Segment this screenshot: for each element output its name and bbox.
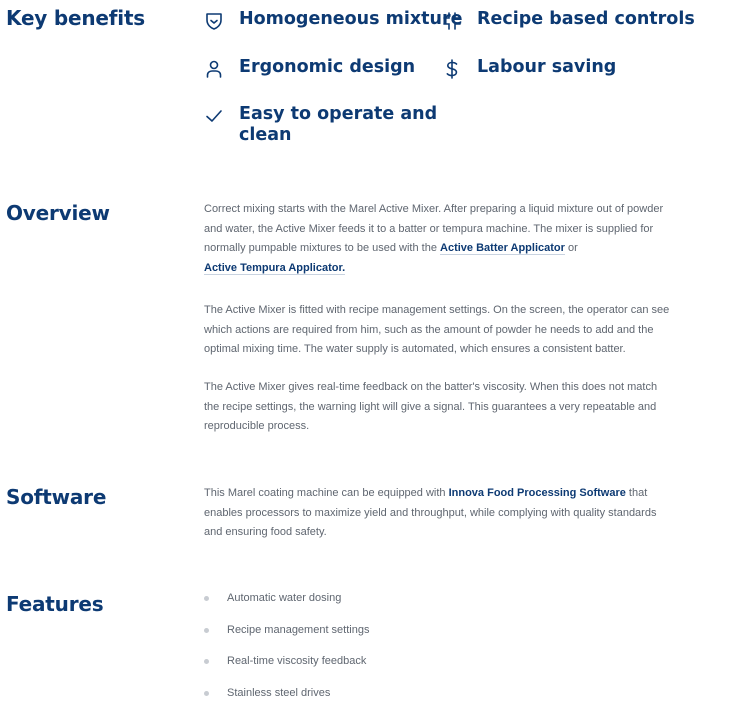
overview-paragraph-3: The Active Mixer gives real-time feedback on the batter's viscosity. When this does not match the recipe settings, the warning light will give a signal. This guarantees a very repeatable and reproducible process. bbox=[204, 381, 658, 433]
bullet-icon bbox=[204, 691, 209, 696]
software-title: Software bbox=[6, 485, 107, 509]
innova-software-link[interactable]: Innova Food Processing Software bbox=[448, 487, 626, 499]
feature-label: Automatic water dosing bbox=[227, 592, 342, 604]
dollar-icon bbox=[441, 58, 463, 80]
benefit-label: Easy to operate and clean bbox=[239, 104, 438, 145]
benefit-labour-saving bbox=[441, 57, 616, 80]
bullet-icon bbox=[204, 659, 209, 664]
list-item bbox=[204, 655, 366, 667]
overview-title: Overview bbox=[6, 201, 110, 225]
list-item bbox=[204, 592, 341, 604]
bullet-icon bbox=[204, 596, 209, 601]
benefit-ergonomic-design bbox=[203, 57, 415, 80]
active-tempura-applicator-link[interactable]: Active Tempura Applicator. bbox=[204, 262, 346, 275]
benefit-label: Labour saving bbox=[477, 57, 617, 77]
benefit-easy-to-operate bbox=[203, 104, 437, 146]
feature-label: Recipe management settings bbox=[227, 624, 370, 636]
shield-check-icon bbox=[203, 10, 225, 32]
list-item bbox=[204, 624, 369, 636]
benefit-label: Recipe based controls bbox=[477, 9, 695, 29]
collapse-icon bbox=[441, 10, 463, 32]
key-benefits-title: Key benefits bbox=[6, 6, 146, 30]
active-batter-applicator-link[interactable]: Active Batter Applicator bbox=[440, 242, 565, 255]
check-icon bbox=[203, 105, 225, 127]
benefit-homogeneous-mixture bbox=[203, 9, 462, 32]
benefit-label: Ergonomic design bbox=[239, 57, 416, 77]
bullet-icon bbox=[204, 628, 209, 633]
benefit-label: Homogeneous mixture bbox=[239, 9, 463, 29]
user-icon bbox=[203, 58, 225, 80]
overview-paragraph-2: The Active Mixer is fitted with recipe management settings. On the screen, the operator can see which actions are required from him, such as the amount of powder he needs to add and the optimal mixing time. The water supply is automated, which ensures a consistent batter. bbox=[204, 304, 670, 356]
feature-label: Stainless steel drives bbox=[227, 687, 331, 699]
feature-label: Real-time viscosity feedback bbox=[227, 655, 367, 667]
benefit-recipe-based-controls bbox=[441, 9, 695, 32]
overview-paragraph-1: Correct mixing starts with the Marel Active Mixer. After preparing a liquid mixture out of powder and water, the Active Mixer feeds it to a batter or tempura machine. The mixer is supplied for normally pumpable mixtures to be used with the Active Batter Applicator or Active Tempura Applicator. bbox=[204, 203, 664, 275]
software-paragraph: This Marel coating machine can be equipped with Innova Food Processing Software that enables processors to maximize yield and throughput, while complying with quality standards and ensuring food safety. bbox=[204, 487, 657, 539]
features-title: Features bbox=[6, 592, 104, 616]
list-item bbox=[204, 687, 330, 699]
